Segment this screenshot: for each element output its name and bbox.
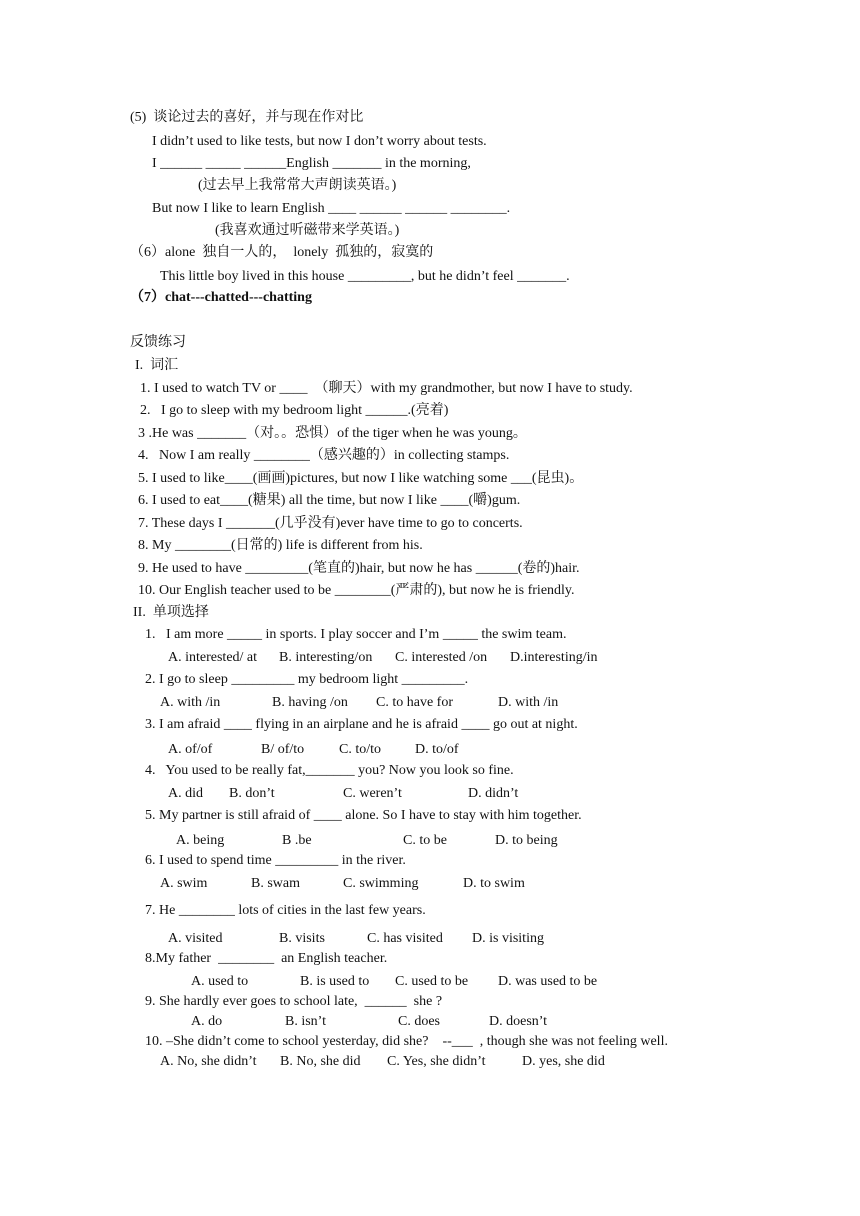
- mc-option: B. isn’t: [285, 1014, 326, 1029]
- feedback-title: 反馈练习: [130, 335, 186, 350]
- mc-option: B/ of/to: [261, 742, 305, 757]
- mc-option: B. No, she did: [280, 1054, 361, 1069]
- mc-option: A. swim: [160, 876, 208, 891]
- mc-option: B. swam: [251, 876, 300, 891]
- vocab-item: 3 .He was _______（对。。恐惧）of the tiger when he was young。: [138, 426, 527, 441]
- mc-option: B. is used to: [300, 974, 370, 989]
- mc-option: C. weren’t: [343, 786, 402, 801]
- vocab-item: 1. I used to watch TV or ____ （聊天）with my grandmother, but now I have to study.: [140, 381, 633, 396]
- mc-option: A. did: [168, 786, 203, 801]
- mc-question: 8.My father ________ an English teacher.: [145, 951, 388, 966]
- mc-question: 5. My partner is still afraid of ____ alone. So I have to stay with him together.: [145, 808, 582, 823]
- mc-option: D. to/of: [415, 742, 459, 757]
- mc-option: C. does: [398, 1014, 440, 1029]
- point7-heading: （7）chat---chatted---chatting: [130, 290, 312, 305]
- vocab-item: 2. I go to sleep with my bedroom light ______.(亮着): [140, 403, 449, 418]
- mc-option: C. to be: [403, 833, 447, 848]
- mc-option: D. didn’t: [468, 786, 519, 801]
- mc-option: C. interested /on: [395, 650, 488, 665]
- mc-option: D. is visiting: [472, 931, 544, 946]
- drill1-translation: (过去早上我常常大声朗读英语。): [198, 178, 397, 193]
- mc-question: 6. I used to spend time _________ in the river.: [145, 853, 406, 868]
- mc-option: A. visited: [168, 931, 223, 946]
- mc-option: A. with /in: [160, 695, 221, 710]
- mc-option: A. being: [176, 833, 225, 848]
- mc-option: B .be: [282, 833, 312, 848]
- mc-question: 9. She hardly ever goes to school late, ______ she ?: [145, 994, 443, 1009]
- mc-option: A. No, she didn’t: [160, 1054, 257, 1069]
- drill2-translation: (我喜欢通过听磁带来学英语。): [215, 223, 400, 238]
- mc-option: B. having /on: [272, 695, 348, 710]
- mc-option: C. to/to: [339, 742, 382, 757]
- mc-option: C. Yes, she didn’t: [387, 1054, 486, 1069]
- mc-option: D. was used to be: [498, 974, 598, 989]
- mc-question: 10. –She didn’t come to school yesterday, did she? --___ , though she was not feeling well.: [145, 1034, 668, 1049]
- mc-question: 1. I am more _____ in sports. I play soccer and I’m _____ the swim team.: [145, 627, 567, 642]
- mc-option: A. of/of: [168, 742, 213, 757]
- mc-question: 4. You used to be really fat,_______ you? Now you look so fine.: [145, 763, 514, 778]
- mc-option: B. visits: [279, 931, 325, 946]
- example-sentence: I didn’t used to like tests, but now I don’t worry about tests.: [152, 134, 487, 149]
- vocab-item: 8. My ________(日常的) life is different from his.: [138, 538, 423, 553]
- mc-option: C. to have for: [376, 695, 453, 710]
- vocab-heading: I. 词汇: [135, 358, 179, 373]
- mc-option: A. used to: [191, 974, 249, 989]
- mc-option: B. interesting/on: [279, 650, 373, 665]
- mc-option: C. has visited: [367, 931, 443, 946]
- mc-option: D. yes, she did: [522, 1054, 605, 1069]
- drill2-line: But now I like to learn English ____ ______ ______ ________.: [152, 201, 511, 216]
- mc-heading: II. 单项选择: [133, 605, 209, 620]
- point6-sentence: This little boy lived in this house _________, but he didn’t feel _______.: [160, 269, 570, 284]
- vocab-item: 6. I used to eat____(糖果) all the time, but now I like ____(嚼)gum.: [138, 493, 521, 508]
- mc-option: D. to swim: [463, 876, 525, 891]
- vocab-item: 10. Our English teacher used to be ________(严肃的), but now he is friendly.: [138, 583, 575, 598]
- mc-option: B. don’t: [229, 786, 275, 801]
- mc-option: D.interesting/in: [510, 650, 598, 665]
- mc-option: A. do: [191, 1014, 223, 1029]
- mc-question: 7. He ________ lots of cities in the last few years.: [145, 903, 426, 918]
- mc-option: D. doesn’t: [489, 1014, 548, 1029]
- vocab-item: 9. He used to have _________(笔直的)hair, but now he has ______(卷的)hair.: [138, 561, 580, 576]
- vocab-item: 4. Now I am really ________（感兴趣的）in collecting stamps.: [138, 448, 510, 463]
- point5-heading: (5) 谈论过去的喜好，并与现在作对比: [130, 110, 364, 125]
- vocab-item: 5. I used to like____(画画)pictures, but now I like watching some ___(昆虫)。: [138, 471, 584, 486]
- mc-question: 3. I am afraid ____ flying in an airplane and he is afraid ____ go out at night.: [145, 717, 578, 732]
- mc-option: C. swimming: [343, 876, 419, 891]
- drill1-line: I ______ _____ ______English _______ in the morning,: [152, 156, 471, 171]
- mc-option: A. interested/ at: [168, 650, 258, 665]
- mc-option: D. with /in: [498, 695, 559, 710]
- mc-option: D. to being: [495, 833, 558, 848]
- mc-question: 2. I go to sleep _________ my bedroom light _________.: [145, 672, 469, 687]
- point6-heading: （6）alone 独自一人的， lonely 孤独的，寂寞的: [130, 245, 434, 260]
- mc-option: C. used to be: [395, 974, 469, 989]
- vocab-item: 7. These days I _______(几乎没有)ever have time to go to concerts.: [138, 516, 523, 531]
